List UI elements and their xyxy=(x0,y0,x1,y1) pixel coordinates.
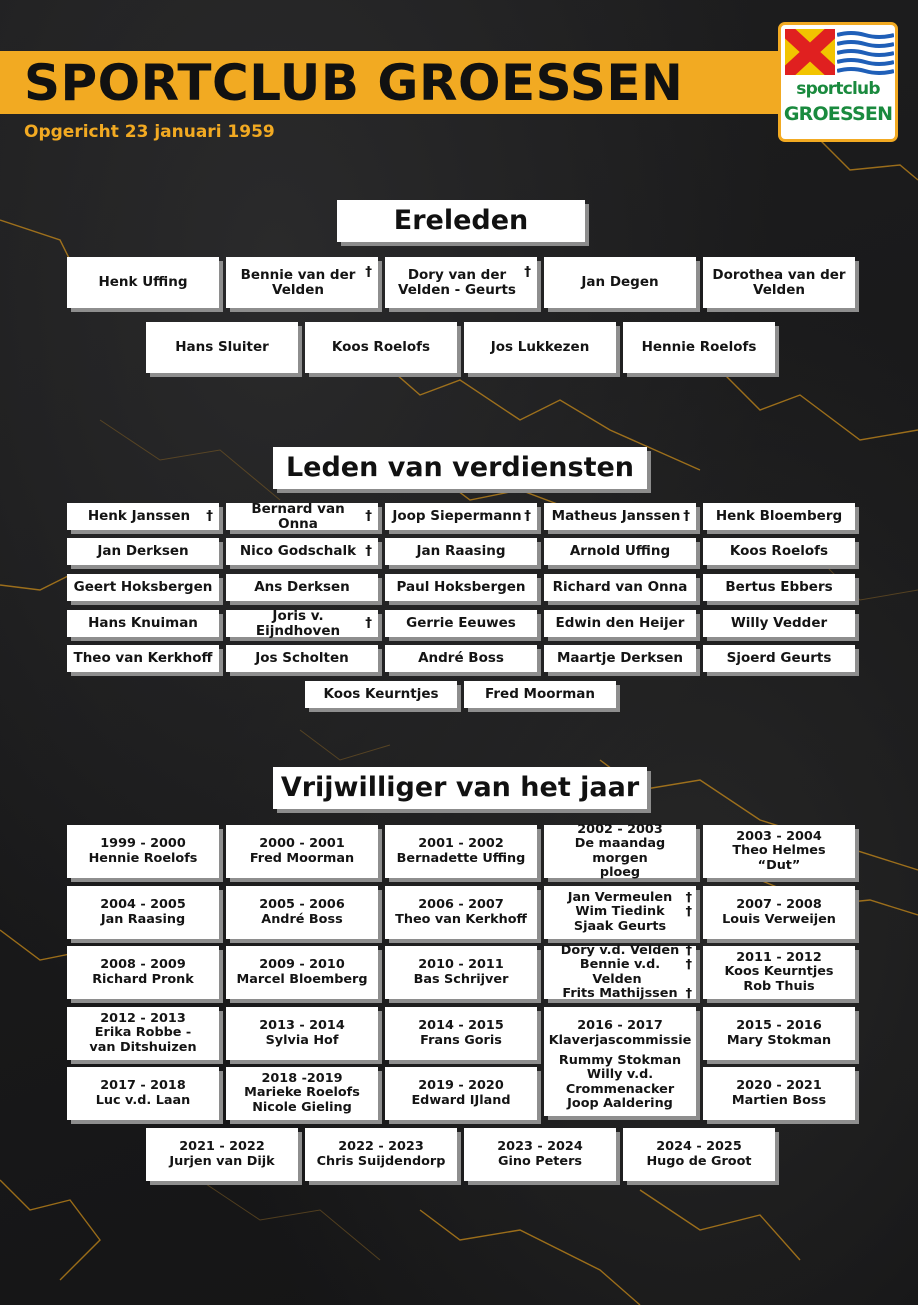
volunteer-name: Koos Keurntjes xyxy=(724,964,834,980)
dagger-icon: † xyxy=(524,264,531,280)
season-label: 2016 - 2017 xyxy=(577,1018,663,1033)
logo-wordmark-bottom: GROESSEN xyxy=(783,103,893,125)
volunteer-name: Bas Schrijver xyxy=(413,971,509,987)
volunteer-name: Fred Moorman xyxy=(249,850,355,866)
vrijwilliger-card xyxy=(544,886,696,939)
season-label: 2006 - 2007 xyxy=(418,897,504,912)
erelid-card xyxy=(67,257,219,308)
dagger-icon: † xyxy=(685,889,692,905)
lid-card xyxy=(226,500,378,532)
volunteer-name: ploeg xyxy=(599,865,641,880)
lid-card xyxy=(544,610,696,637)
lid-name: Paul Hoksbergen xyxy=(396,579,526,595)
erelid-card xyxy=(623,322,775,373)
volunteer-name: Dory v.d. Velden xyxy=(560,942,680,958)
erelid-card xyxy=(305,322,457,373)
lid-name: Maartje Derksen xyxy=(556,650,684,666)
lid-card xyxy=(67,645,219,672)
vrijwilliger-card xyxy=(703,1067,855,1120)
lid-name: Koos Keurntjes xyxy=(323,686,439,702)
season-label: 2017 - 2018 xyxy=(100,1078,186,1093)
erelid-card xyxy=(703,257,855,308)
erelid-name: Jan Degen xyxy=(581,274,659,290)
volunteer-name: Hugo de Groot xyxy=(646,1153,752,1169)
season-label: 2001 - 2002 xyxy=(418,836,504,851)
lid-name: Geert Hoksbergen xyxy=(73,579,213,595)
lid-name: Willy Vedder xyxy=(730,615,828,631)
lid-card xyxy=(385,574,537,601)
page-title: SPORTCLUB GROESSEN xyxy=(24,54,684,112)
volunteer-name: Willy v.d. xyxy=(586,1067,654,1082)
season-label: 1999 - 2000 xyxy=(100,836,186,851)
season-label: 2002 - 2003 xyxy=(577,821,663,837)
lid-card xyxy=(385,610,537,637)
lid-name: Koos Roelofs xyxy=(729,543,829,559)
erelid-card xyxy=(146,322,298,373)
dagger-icon: † xyxy=(365,508,372,524)
erelid-name: Hennie Roelofs xyxy=(641,339,757,355)
season-label: 2021 - 2022 xyxy=(179,1139,265,1154)
lid-card xyxy=(703,574,855,601)
season-label: 2012 - 2013 xyxy=(100,1010,186,1026)
season-label: 2014 - 2015 xyxy=(418,1018,504,1033)
volunteer-name: van Ditshuizen xyxy=(89,1039,197,1055)
blue-waves-icon xyxy=(837,29,894,75)
lid-card xyxy=(67,610,219,637)
lid-card xyxy=(226,538,378,565)
vrijwilliger-card xyxy=(305,1128,457,1181)
lid-name: Bernard van Onna xyxy=(251,500,345,532)
founded-date: Opgericht 23 januari 1959 xyxy=(24,122,275,142)
volunteer-name: Marcel Bloemberg xyxy=(236,971,368,987)
lid-name: Henk Bloemberg xyxy=(715,508,843,524)
volunteer-name: Jan Vermeulen xyxy=(567,889,673,905)
lid-card xyxy=(67,503,219,530)
erelid-name: Koos Roelofs xyxy=(331,339,431,355)
erelid-name: Dory van der Velden - Geurts xyxy=(398,266,516,298)
vrijwilliger-card xyxy=(226,1007,378,1060)
lid-card xyxy=(703,610,855,637)
red-cross-flag-icon xyxy=(785,29,835,75)
volunteer-name: Jan Raasing xyxy=(100,911,186,927)
volunteer-name: Luc v.d. Laan xyxy=(95,1092,191,1108)
lid-card xyxy=(67,574,219,601)
vrijwilliger-card xyxy=(226,1067,378,1120)
erelid-name: Dorothea van der Velden xyxy=(712,266,846,298)
lid-name: Joop Siepermann xyxy=(392,508,522,524)
volunteer-name-row xyxy=(550,905,690,920)
volunteer-name: De maandag morgen xyxy=(574,836,666,866)
vrijwilliger-card xyxy=(385,825,537,878)
lid-card xyxy=(703,645,855,672)
lid-card xyxy=(226,574,378,601)
volunteer-name: Crommenacker xyxy=(565,1081,675,1097)
dagger-icon: † xyxy=(206,508,213,524)
lid-card xyxy=(385,538,537,565)
lid-card xyxy=(226,607,378,639)
season-label: 2010 - 2011 xyxy=(418,957,504,972)
volunteer-name: Rob Thuis xyxy=(743,978,815,994)
volunteer-name: Hennie Roelofs xyxy=(88,850,198,866)
vrijwilliger-card xyxy=(464,1128,616,1181)
season-label: 2004 - 2005 xyxy=(100,897,186,912)
volunteer-name: Erika Robbe - xyxy=(94,1025,192,1041)
volunteer-name: Jurjen van Dijk xyxy=(169,1153,275,1169)
volunteer-name-row xyxy=(550,944,690,959)
lid-name: Theo van Kerkhoff xyxy=(73,650,213,666)
volunteer-name: Sylvia Hof xyxy=(265,1032,339,1048)
volunteer-name: Theo Helmes xyxy=(732,843,826,859)
vrijwilliger-card xyxy=(544,942,696,1001)
vrijwilliger-card xyxy=(67,1067,219,1120)
season-label: 2018 -2019 xyxy=(261,1070,343,1086)
season-label: 2019 - 2020 xyxy=(418,1078,504,1093)
lid-name: Bertus Ebbers xyxy=(725,579,833,595)
vrijwilliger-card xyxy=(385,1067,537,1120)
lid-card xyxy=(544,574,696,601)
volunteer-name: André Boss xyxy=(261,911,343,927)
lid-name: Fred Moorman xyxy=(485,686,595,702)
erelid-card xyxy=(464,322,616,373)
lid-card xyxy=(464,681,616,708)
erelid-name: Jos Lukkezen xyxy=(490,339,590,355)
season-label: 2011 - 2012 xyxy=(736,949,822,965)
season-label: 2005 - 2006 xyxy=(259,897,345,912)
dagger-icon: † xyxy=(365,615,372,631)
volunteer-name-row xyxy=(550,958,690,987)
season-label: 2008 - 2009 xyxy=(100,957,186,972)
lid-name: André Boss xyxy=(418,650,504,666)
lid-card xyxy=(544,645,696,672)
volunteer-name: Frans Goris xyxy=(420,1032,502,1048)
lid-name: Jan Derksen xyxy=(97,543,189,559)
lid-card xyxy=(703,503,855,530)
lid-name: Nico Godschalk xyxy=(239,543,357,559)
logo-wordmark-top: sportclub xyxy=(796,79,880,99)
lid-name: Hans Knuiman xyxy=(88,615,198,631)
vrijwilliger-card xyxy=(623,1128,775,1181)
dagger-icon: † xyxy=(365,543,372,559)
dagger-icon: † xyxy=(365,264,372,280)
vrijwilliger-card xyxy=(146,1128,298,1181)
volunteer-name: “Dut” xyxy=(757,857,801,873)
erelid-name: Bennie van der Velden xyxy=(240,266,356,298)
volunteer-name: Mary Stokman xyxy=(726,1032,832,1048)
vrijwilliger-card xyxy=(385,1007,537,1060)
lid-name: Arnold Uffing xyxy=(569,543,671,559)
volunteer-name: Richard Pronk xyxy=(92,971,194,987)
volunteer-name: Nicole Gieling xyxy=(252,1099,352,1115)
erelid-card xyxy=(226,257,378,308)
volunteer-name-row xyxy=(550,987,690,1002)
lid-card xyxy=(67,538,219,565)
lid-name: Henk Janssen xyxy=(87,508,191,524)
volunteer-name: Sjaak Geurts xyxy=(573,918,667,934)
volunteer-name: Gino Peters xyxy=(497,1153,583,1169)
vrijwilliger-card xyxy=(67,825,219,878)
lid-name: Sjoerd Geurts xyxy=(726,650,832,666)
vrijwilliger-card xyxy=(226,886,378,939)
season-label: 2007 - 2008 xyxy=(736,897,822,912)
volunteer-name: Chris Suijdendorp xyxy=(316,1153,446,1169)
vrijwilliger-card xyxy=(385,946,537,999)
lid-name: Richard van Onna xyxy=(552,579,688,595)
erelid-name: Henk Uffing xyxy=(98,274,188,290)
vrijwilliger-card xyxy=(67,946,219,999)
erelid-card xyxy=(544,257,696,308)
vrijwilliger-card xyxy=(226,825,378,878)
lid-name: Ans Derksen xyxy=(254,579,350,595)
vrijwilliger-card xyxy=(703,825,855,878)
volunteer-name: Wim Tiedink xyxy=(575,904,665,920)
lid-card xyxy=(544,538,696,565)
lid-name: Matheus Janssen xyxy=(551,508,681,524)
volunteer-name: Klaverjascommissie xyxy=(548,1032,692,1048)
season-label: 2015 - 2016 xyxy=(736,1018,822,1033)
lid-name: Edwin den Heijer xyxy=(555,615,685,631)
club-logo xyxy=(778,22,898,142)
volunteer-name: Bernadette Uffing xyxy=(396,850,526,866)
lid-card xyxy=(544,503,696,530)
vrijwilliger-card xyxy=(385,886,537,939)
volunteer-name-row xyxy=(550,891,690,906)
volunteer-name: Theo van Kerkhoff xyxy=(395,911,527,927)
vrijwilliger-heading: Vrijwilliger van het jaar xyxy=(273,767,647,809)
volunteer-name: Joop Aaldering xyxy=(567,1096,673,1111)
dagger-icon: † xyxy=(524,508,531,524)
dagger-icon: † xyxy=(685,986,692,1001)
season-label: 2000 - 2001 xyxy=(259,836,345,851)
volunteer-name: Martien Boss xyxy=(731,1092,827,1108)
lid-name: Joris v. Eijndhoven xyxy=(255,607,341,639)
lid-name: Jan Raasing xyxy=(416,543,506,559)
volunteer-name: Louis Verweijen xyxy=(722,911,836,927)
vrijwilliger-card xyxy=(67,886,219,939)
lid-card xyxy=(226,645,378,672)
lid-card xyxy=(703,538,855,565)
vrijwilliger-card xyxy=(67,1007,219,1060)
verdiensten-heading: Leden van verdiensten xyxy=(273,447,647,489)
season-label: 2009 - 2010 xyxy=(259,957,345,972)
lid-card xyxy=(305,681,457,708)
dagger-icon: † xyxy=(685,904,692,920)
season-label: 2022 - 2023 xyxy=(338,1139,424,1154)
season-label: 2020 - 2021 xyxy=(736,1078,822,1093)
season-label: 2023 - 2024 xyxy=(497,1139,583,1154)
lid-card xyxy=(385,503,537,530)
ereleden-heading: Ereleden xyxy=(337,200,585,242)
lid-name: Gerrie Eeuwes xyxy=(406,615,516,631)
season-label: 2013 - 2014 xyxy=(259,1018,345,1033)
dagger-icon: † xyxy=(685,942,692,958)
volunteer-name: Marieke Roelofs xyxy=(244,1085,360,1101)
dagger-icon: † xyxy=(685,957,692,972)
vrijwilliger-card xyxy=(226,946,378,999)
season-label: 2003 - 2004 xyxy=(736,828,822,844)
season-label: 2024 - 2025 xyxy=(656,1139,742,1154)
vrijwilliger-card xyxy=(703,886,855,939)
vrijwilliger-card xyxy=(544,821,696,880)
erelid-card xyxy=(385,257,537,308)
volunteer-name: Edward IJland xyxy=(411,1092,511,1108)
lid-card xyxy=(385,645,537,672)
lid-name: Jos Scholten xyxy=(255,650,349,666)
volunteer-name: Bennie v.d. Velden xyxy=(579,957,661,987)
vrijwilliger-card xyxy=(544,1049,696,1116)
vrijwilliger-card xyxy=(703,1007,855,1060)
volunteer-name: Frits Mathijssen xyxy=(562,986,678,1001)
erelid-name: Hans Sluiter xyxy=(175,339,269,355)
dagger-icon: † xyxy=(683,508,690,524)
volunteer-name: Rummy Stokman xyxy=(558,1052,682,1068)
vrijwilliger-card xyxy=(703,946,855,999)
